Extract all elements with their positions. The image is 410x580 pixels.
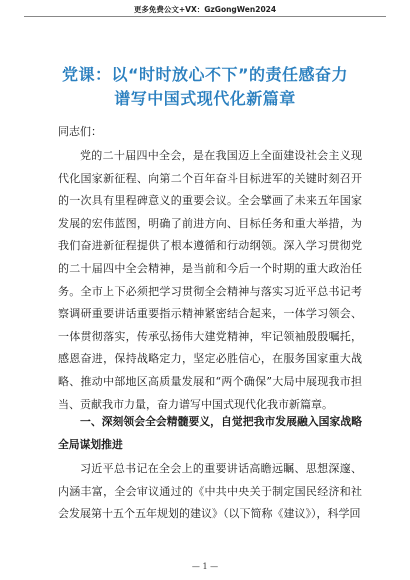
body-paragraph-1: 党的二十届四中全会，是在我国迈上全面建设社会主义现代化国家新征程、向第二个百年奋斗目标进军的关键时刻召开的一次具有里程碑意义的重要会议。全会擘画了未来五年国家发展的宏伟蓝图，明确了前进方向、目标任务和重大举措，为我们奋进新征程提供了根本遵循和行动纲领。深入学习贯彻党的二十届四中全会精神，是当前和今后一个时期的重大政治任务。全市上下必须把学习贯彻全会精神与落实习近平总书记考察调研重要讲话重要指示精神紧密结合起来，一体学习领会、一体贯彻落实，传承弘扬伟大建党精神，牢记领袖殷殷嘱托，感恩奋进，保持战略定力，坚定必胜信心，在服务国家重大战略、推动中部地区高质量发展和“两个确保”大局中展现我市担当、贡献我市力量，奋力谱写中国式现代化我市新篇章。 xyxy=(58,149,362,411)
greeting: 同志们： xyxy=(58,125,102,138)
page-header: 更多免费公文+VX：GzGongWen2024 xyxy=(133,5,277,14)
document-title-line-1: 党课：以“时时放心不下”的责任感奋力 xyxy=(61,65,349,84)
body-paragraph-2: 习近平总书记在全会上的重要讲话高瞻远瞩、思想深邃、内涵丰富，全会审议通过的《中共中央关于制定国民经济和社会发展第十五个五年规划的建议》（以下简称《建议》），科学回 xyxy=(58,462,362,521)
document-title-line-2: 谱写中国式现代化新篇章 xyxy=(114,89,296,108)
page-number: — 1 — xyxy=(191,562,219,571)
section-heading-1: 一、深刻领会全会精髓要义，自觉把我市发展融入国家战略全局谋划推进 xyxy=(58,415,362,451)
header-divider xyxy=(24,16,386,17)
